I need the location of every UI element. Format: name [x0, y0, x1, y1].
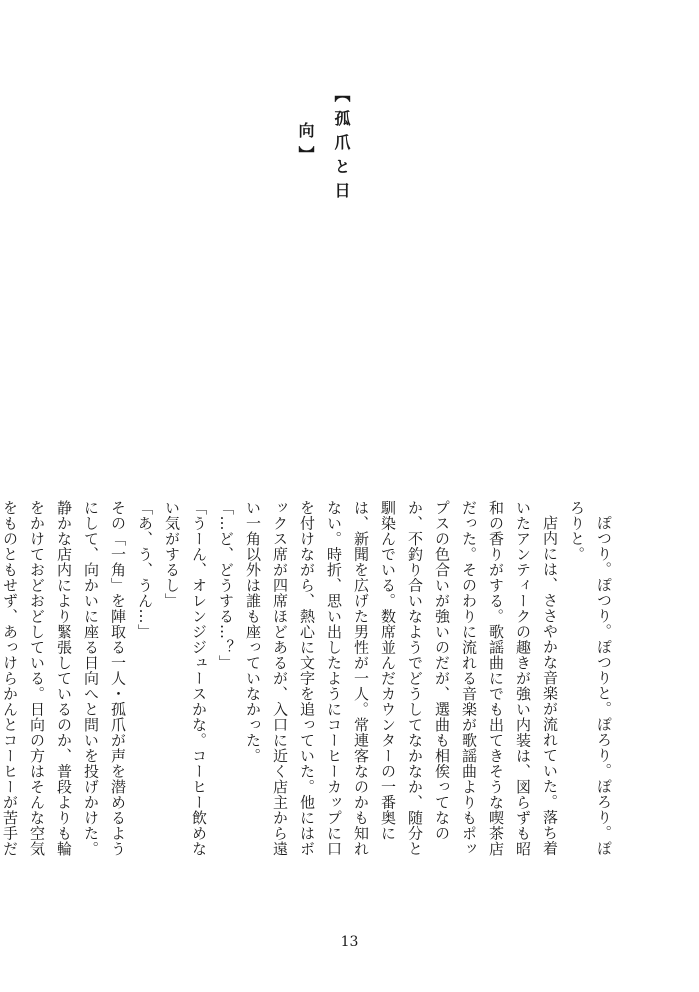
paragraph: 店内には、ささやかな音楽が流れていた。落ち着いたアンティークの趣きが強い内装は、図らずも昭和の香りがする。歌謡曲にでも出てきそうな喫茶店だった。そのわりに流れる音楽が歌謡曲よりもポップスの色合いが強いのだが、選曲も相俟ってなのか、不釣り合いなようでどうしてなかなか、随分と馴染んでいる。数席並んだカウンターの一番奥には、新聞を広げた男性が一人。常連客なのかも知れない。時折、思い出したようにコーヒーカップに口を付けながら、熱心に文字を追っていた。他にはボックス席が四席ほどあるが、入口に近く店主から遠い一角以外は誰も座っていなかった。 [244, 500, 559, 857]
dialogue-line: 「…ど、どうする…？」 [217, 500, 235, 671]
body-text [1, 500, 617, 870]
paragraph: その「一角」を陣取る一人・孤爪が声を潜めるようにして、向かいに座る日向へと問いを投げかけた。静かな店内により緊張しているのか、普段よりも輪をかけておどおどしている。日向の方はそんな空気をものともせず、あっけらかんとコーヒーが苦手だ [1, 500, 127, 857]
dialogue-line: 「うーん、オレンジジュースかな。コーヒー飲めない気がするし」 [163, 500, 208, 857]
dialogue-line: 「あ、う、うん…」 [136, 500, 154, 640]
chapter-title: 【孤爪と日向】 [296, 86, 351, 206]
paragraph: ぽつり。ぽつり。ぽつりと。ぽろり。ぽろり。ぽろりと。 [568, 500, 613, 856]
page-number: 13 [340, 934, 359, 950]
